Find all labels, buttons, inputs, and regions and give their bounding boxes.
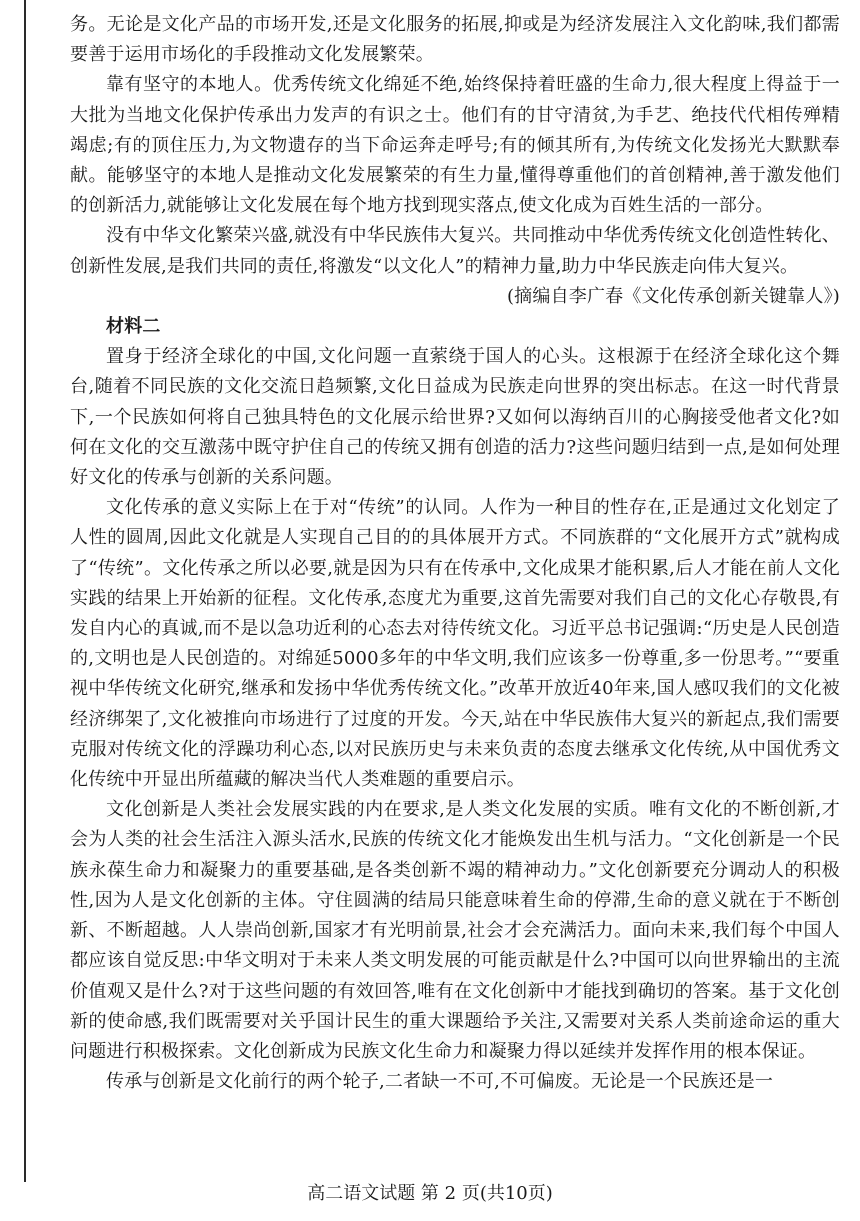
paragraph: 务。无论是文化产品的市场开发,还是文化服务的拓展,抑或是为经济发展注入文化韵味,我们都需要善于运用市场化的手段推动文化发展繁荣。	[70, 14, 840, 66]
page-footer: 高二语文试题 第 2 页(共10页)	[307, 1183, 553, 1204]
paragraph: 文化传承的意义实际上在于对“传统”的认同。人作为一种目的性存在,正是通过文化划定了人性的圆周,因此文化就是人实现自己目的的具体展开方式。不同族群的“文化展开方式”就构成了“传统”。文化传承之所以必要,就是因为只有在传承中,文化成果才能积累,后人才能在前人文化实践的结果上开始新的征程。文化传承,态度尤为重要,这首先需要对我们自己的文化心存敬畏,有发自内心的真诚,而不是以急功近利的心态去对待传统文化。习近平总书记强调:“历史是人民创造的,文明也是人民创造的。对绵延5000多年的中华文明,我们应该多一份尊重,多一份思考。”“要重视中华传统文化研究,继承和发扬中华优秀传统文化。”改革开放近40年来,国人感叹我们的文化被经济绑架了,文化被推向市场进行了过度的开发。今天,站在中华民族伟大复兴的新起点,我们需要克服对传统文化的浮躁功利心态,以对民族历史与未来负责的态度去继承文化传统,从中国优秀文化传统中开显出所蕴藏的解决当代人类难题的重要启示。	[70, 497, 840, 791]
source-citation: (摘编自李广春《文化传承创新关键靠人》)	[506, 285, 840, 307]
section-heading: 材料二	[106, 316, 161, 338]
paragraph: 靠有坚守的本地人。优秀传统文化绵延不绝,始终保持着旺盛的生命力,很大程度上得益于一大批为当地文化保护传承出力发声的有识之士。他们有的甘守清贫,为手艺、绝技代代相传殚精竭虑;有的顶住压力,为文物遗存的当下命运奔走呼号;有的倾其所有,为传统文化发扬光大默默奉献。能够坚守的本地人是推动文化发展繁荣的有生力量,懂得尊重他们的首创精神,善于激发他们的创新活力,就能够让文化发展在每个地方找到现实落点,使文化成为百姓生活的一部分。	[70, 74, 840, 217]
paragraph: 置身于经济全球化的中国,文化问题一直萦绕于国人的心头。这根源于在经济全球化这个舞台,随着不同民族的文化交流日趋频繁,文化日益成为民族走向世界的突出标志。在这一时代背景下,一个民族如何将自己独具特色的文化展示给世界?又如何以海纳百川的心胸接受他者文化?如何在文化的交互激荡中既守护住自己的传统又拥有创造的活力?这些问题归结到一点,是如何处理好文化的传承与创新的关系问题。	[70, 346, 840, 489]
document-body	[70, 10, 840, 1097]
paragraph: 传承与创新是文化前行的两个轮子,二者缺一不可,不可偏废。无论是一个民族还是一	[106, 1071, 774, 1093]
paragraph: 文化创新是人类社会发展实践的内在要求,是人类文化发展的实质。唯有文化的不断创新,才会为人类的社会生活注入源头活水,民族的传统文化才能焕发出生机与活力。“文化创新是一个民族永葆生命力和凝聚力的重要基础,是各类创新不竭的精神动力。”文化创新要充分调动人的积极性,因为人是文化创新的主体。守住圆满的结局只能意味着生命的停滞,生命的意义就在于不断创新、不断超越。人人崇尚创新,国家才有光明前景,社会才会充满活力。面向未来,我们每个中国人都应该自觉反思:中华文明对于未来人类文明发展的可能贡献是什么?中国可以向世界输出的主流价值观又是什么?对于这些问题的有效回答,唯有在文化创新中才能找到确切的答案。基于文化创新的使命感,我们既需要对关乎国计民生的重大课题给予关注,又需要对关系人类前途命运的重大问题进行积极探索。文化创新成为民族文化生命力和凝聚力得以延续并发挥作用的根本保证。	[70, 799, 840, 1062]
paragraph: 没有中华文化繁荣兴盛,就没有中华民族伟大复兴。共同推动中华优秀传统文化创造性转化、创新性发展,是我们共同的责任,将激发“以文化人”的精神力量,助力中华民族走向伟大复兴。	[70, 225, 840, 277]
left-binding-rule	[24, 0, 26, 1182]
